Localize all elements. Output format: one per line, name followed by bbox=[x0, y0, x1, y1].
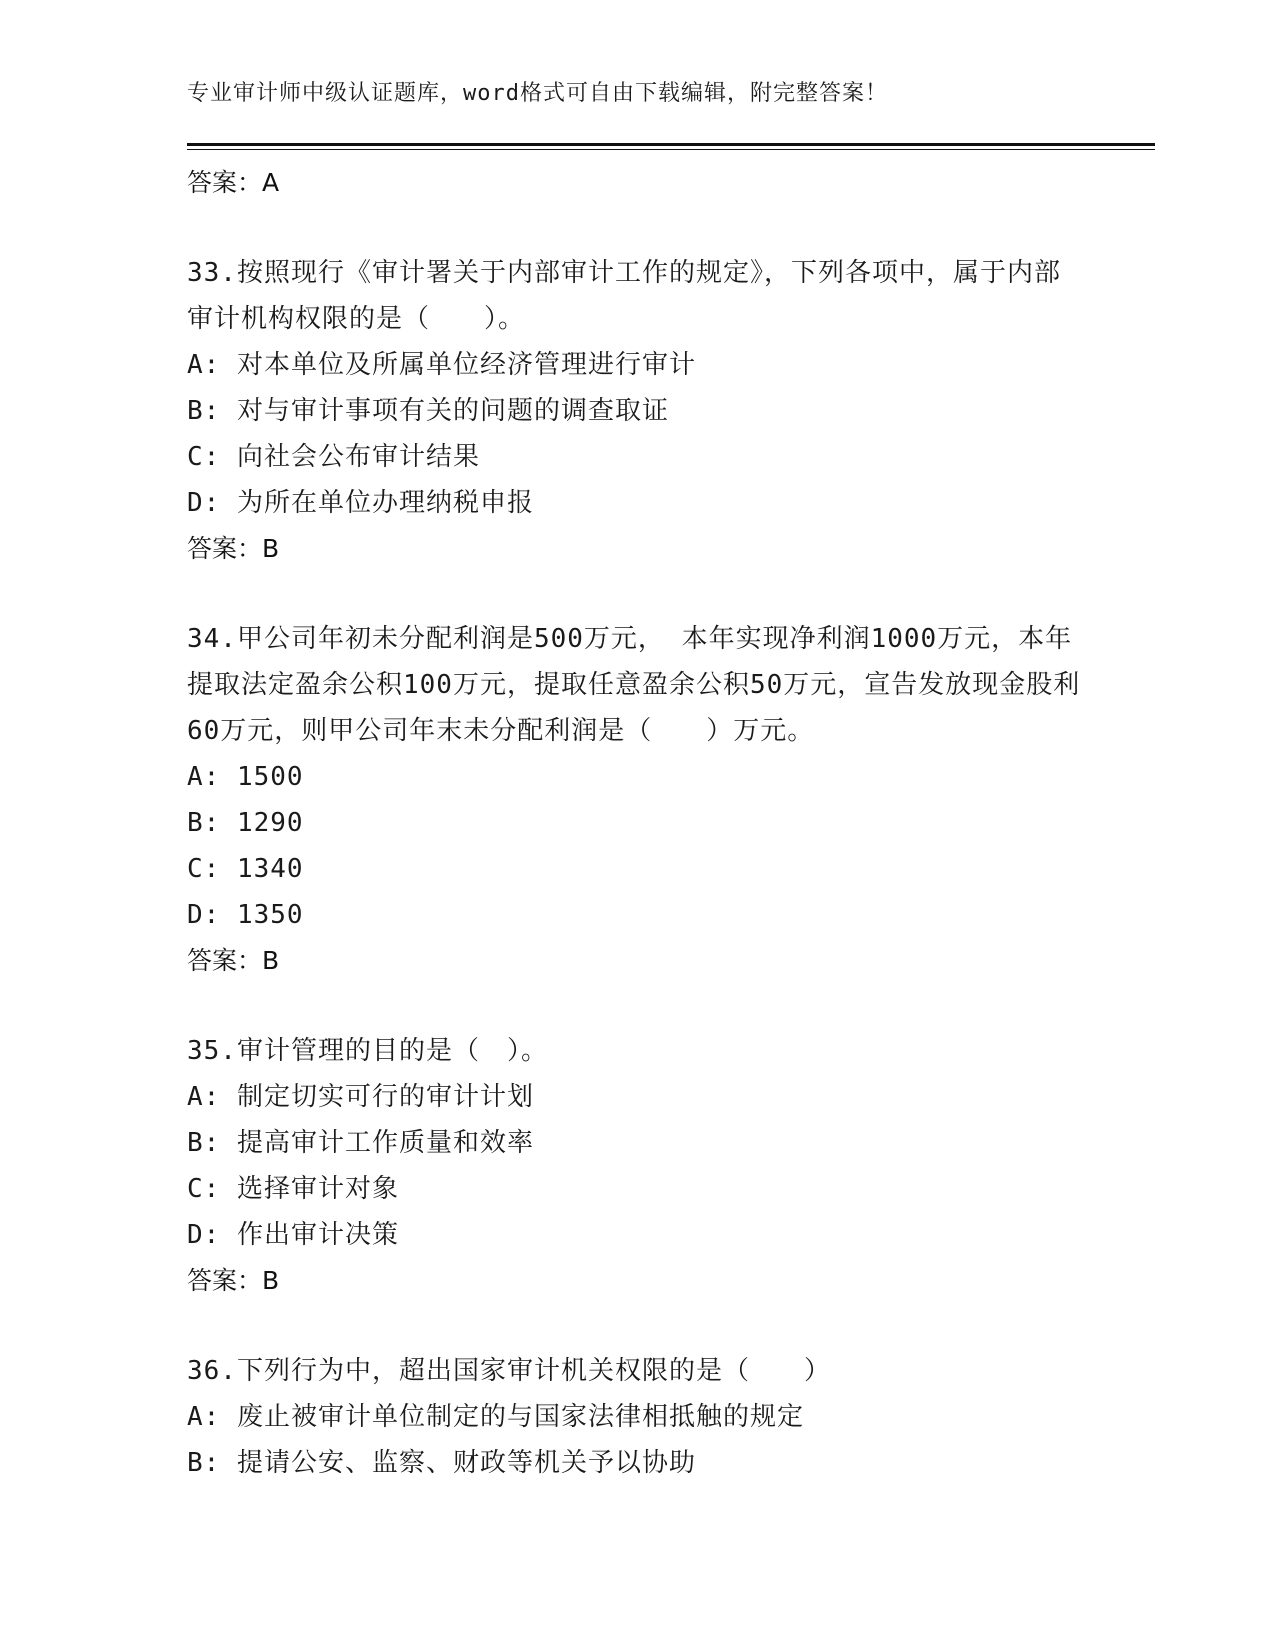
question-35-option-c: C: 选择审计对象 bbox=[187, 1174, 399, 1204]
spacer bbox=[187, 984, 1087, 1028]
question-33-option-c: C: 向社会公布审计结果 bbox=[187, 442, 480, 472]
question-35 bbox=[187, 1028, 1087, 1304]
question-34-answer: 答案：B bbox=[187, 946, 280, 975]
question-33-answer: 答案：B bbox=[187, 534, 280, 563]
question-35-option-b: B: 提高审计工作质量和效率 bbox=[187, 1128, 534, 1158]
question-34-option-b: B: 1290 bbox=[187, 808, 304, 838]
question-34 bbox=[187, 616, 1087, 984]
question-content bbox=[187, 160, 1087, 1486]
question-36-option-b: B: 提请公安、监察、财政等机关予以协助 bbox=[187, 1448, 696, 1478]
question-35-option-a: A: 制定切实可行的审计计划 bbox=[187, 1082, 534, 1112]
spacer bbox=[187, 206, 1087, 250]
question-33-text: 33.按照现行《审计署关于内部审计工作的规定》，下列各项中，属于内部审计机构权限的是（ ）。 bbox=[187, 258, 1061, 334]
previous-answer: 答案：A bbox=[187, 168, 280, 197]
question-33-option-d: D: 为所在单位办理纳税申报 bbox=[187, 488, 534, 518]
spacer bbox=[187, 1304, 1087, 1348]
question-34-option-d: D: 1350 bbox=[187, 900, 304, 930]
question-34-option-c: C: 1340 bbox=[187, 854, 304, 884]
question-35-text: 35.审计管理的目的是（ ）。 bbox=[187, 1036, 548, 1066]
question-34-text: 34.甲公司年初未分配利润是500万元， 本年实现净利润1000万元，本年提取法定盈余公积100万元，提取任意盈余公积50万元，宣告发放现金股利60万元，则甲公司年末未分配利润是（ ）万元。 bbox=[187, 624, 1081, 746]
header-rule-thin bbox=[187, 149, 1155, 150]
question-33-option-b: B: 对与审计事项有关的问题的调查取证 bbox=[187, 396, 669, 426]
question-35-option-d: D: 作出审计决策 bbox=[187, 1220, 399, 1250]
question-36-text: 36.下列行为中，超出国家审计机关权限的是（ ） bbox=[187, 1356, 831, 1386]
header-rule-thick bbox=[187, 143, 1155, 146]
question-36 bbox=[187, 1348, 1087, 1486]
question-35-answer: 答案：B bbox=[187, 1266, 280, 1295]
spacer bbox=[187, 572, 1087, 616]
question-34-option-a: A: 1500 bbox=[187, 762, 304, 792]
page-header-text: 专业审计师中级认证题库，word格式可自由下载编辑，附完整答案！ bbox=[187, 81, 888, 106]
question-33-option-a: A: 对本单位及所属单位经济管理进行审计 bbox=[187, 350, 696, 380]
question-36-option-a: A: 废止被审计单位制定的与国家法律相抵触的规定 bbox=[187, 1402, 804, 1432]
question-33 bbox=[187, 250, 1087, 572]
